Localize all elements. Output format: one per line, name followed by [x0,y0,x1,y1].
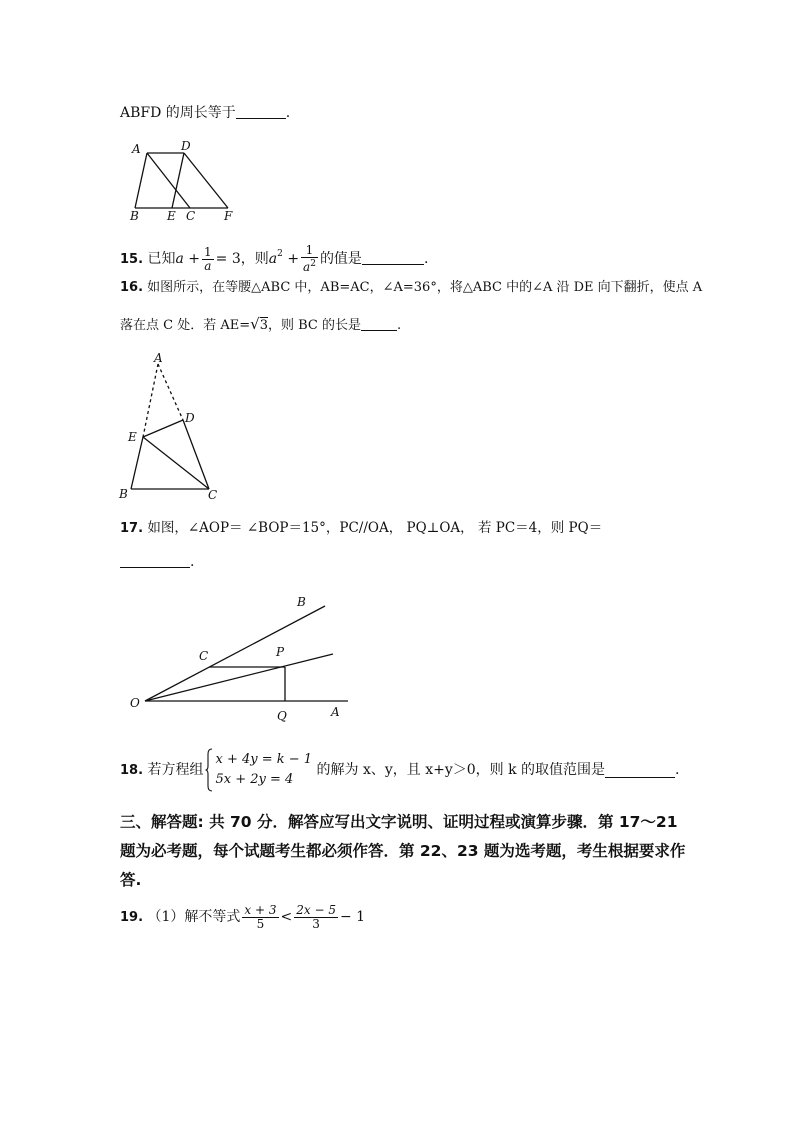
label-a: A [154,351,163,365]
q15: 15. 已知a + $\frac{1}{a}$ = 3，则$a^2$ + $\frac{1}{a^2}$ 的值是 . [120,243,429,274]
fraction-one-over-a-squared: $\frac{1}{a^2}$ [303,243,316,274]
answer-blank[interactable] [120,553,190,568]
ray-op [145,654,333,701]
label-b: B [130,209,139,223]
answer-blank[interactable] [361,316,397,331]
answer-blank[interactable] [605,763,675,778]
q17-line2: . [120,552,194,572]
segment-ae-dashed [143,364,158,437]
figure-angle-bisector [125,590,355,725]
label-b: B [297,595,306,609]
brace-icon [205,748,213,792]
q14-text: ABFD 的周长等于 . [120,105,291,121]
label-e: E [128,430,137,444]
label-q: Q [277,709,287,723]
segment-ac [147,153,190,208]
label-c: C [208,488,218,502]
label-f: F [224,209,233,223]
fraction-left: $\frac{x + 3}{5}$ [244,902,277,931]
q19: 19. （1）解不等式 $\frac{x + 3}{5}$ < $\frac{2x - 5}{3}$ − 1 [120,902,366,931]
label-d: D [181,140,191,153]
segment-de [172,153,184,208]
q17-line1: 17. 如图，∠AOP＝ ∠BOP＝15°，PC//OA， PQ⊥OA， 若 PC＝4，则 PQ＝ [120,520,603,536]
q16-line1: 16. 如图所示，在等腰△ABC 中，AB=AC，∠A=36°，将△ABC 中的∠A 沿 DE 向下翻折，使点 A [120,280,703,295]
sqrt-symbol: √ [250,315,260,333]
fraction-one-over-a: $\frac{1}{a}$ [204,244,212,273]
answer-blank[interactable] [362,250,424,265]
section-header: 三、解答题: 共 70 分．解答应写出文字说明、证明过程或演算步骤．第 17～21 题为必考题，每个试题考生都必须作答．第 22、23 题为选考题，考生根据要求作答. [120,813,686,889]
label-d: D [185,411,195,425]
q18: 18. 若方程组 x + 4y = k − 1 5x + 2y = 4 的解为 x、y，且 x+y＞0，则 k 的取值范围是 . [120,748,680,792]
fraction-right: $\frac{2x - 5}{3}$ [296,902,336,931]
label-b: B [119,487,128,501]
segment-eb [131,437,143,489]
label-c: C [186,209,196,223]
label-o: O [130,696,140,710]
q16-line2: 落在点 C 处．若 AE=√3，则 BC 的长是 . [120,315,402,333]
label-a: A [132,142,141,156]
segment-ad-dashed [158,364,183,420]
label-p: P [276,645,285,659]
segment-df [184,153,228,208]
label-c: C [199,649,209,663]
label-a: A [331,705,340,719]
figure-isosceles-triangle [115,350,225,505]
equation-system: x + 4y = k − 1 5x + 2y = 4 [215,752,313,787]
segment-ab [135,153,147,208]
answer-blank[interactable] [236,104,286,119]
ray-ob [145,606,325,701]
label-e: E [167,209,176,223]
segment-ed [143,420,183,437]
figure-trapezoid [125,140,245,225]
